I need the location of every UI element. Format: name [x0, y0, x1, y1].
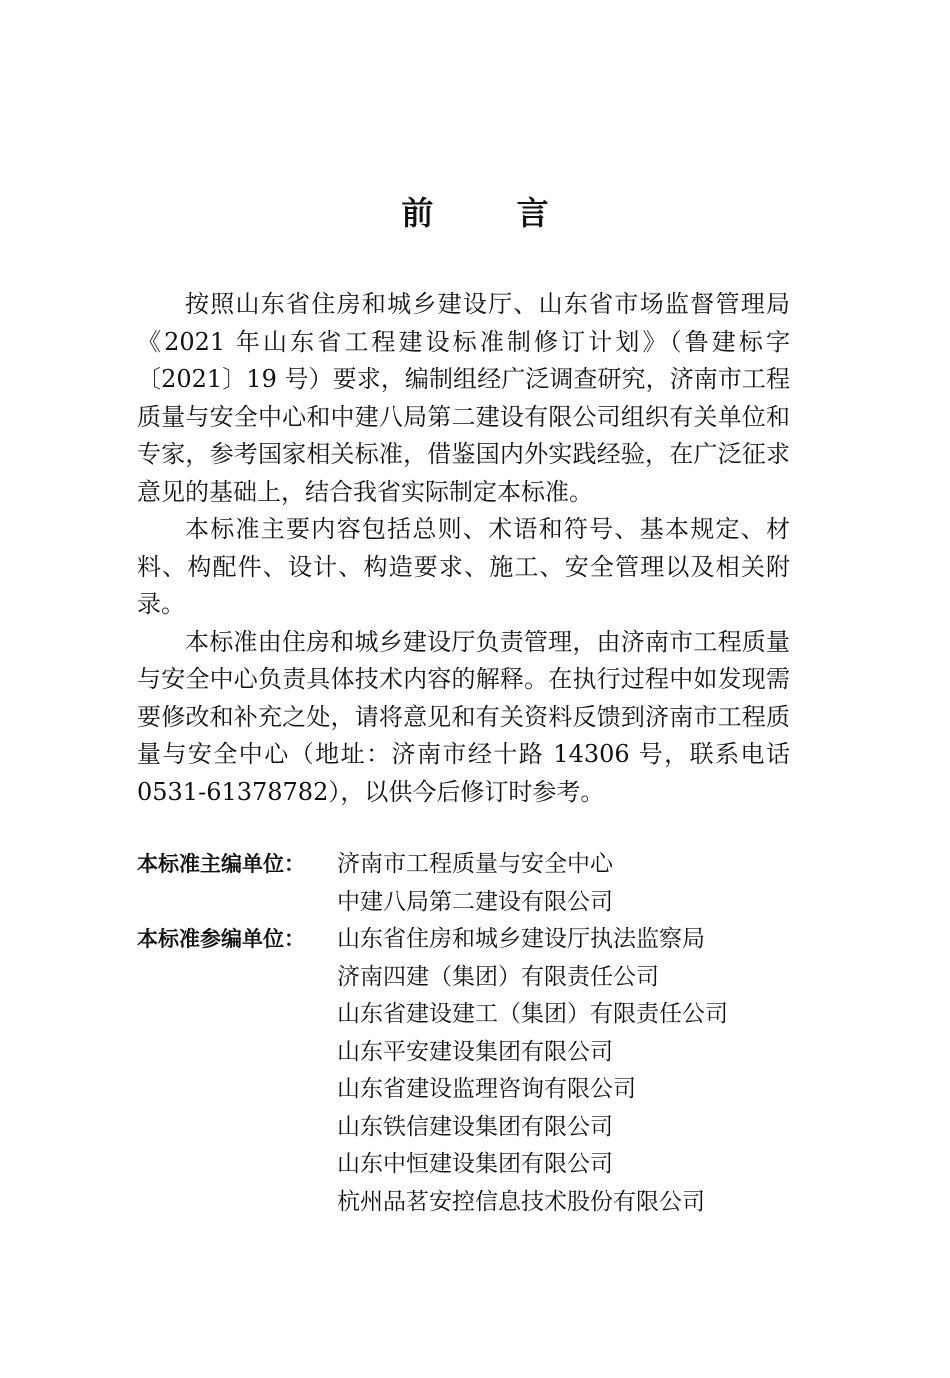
participating-units-group — [137, 921, 817, 1221]
editing-units — [137, 846, 817, 1221]
chief-units-label: 本标准主编单位： — [137, 852, 305, 876]
participating-units-list — [337, 921, 728, 1221]
participating-unit-item: 山东省建设建工（集团）有限责任公司 — [337, 1001, 728, 1027]
chief-unit-item: 中建八局第二建设有限公司 — [337, 888, 613, 915]
chief-units-group — [137, 846, 817, 921]
paragraph-3: 本标准由住房和城乡建设厅负责管理，由济南市工程质量与安全中心负责具体技术内容的解释。在执行过程中如发现需要修改和补充之处，请将意见和有关资料反馈到济南市工程质量与安全中心（地址：济南市经十路 14306 号，联系电话 0531-61378782），以供今后修订时参考。 — [137, 627, 790, 806]
chief-unit-item: 济南市工程质量与安全中心 — [337, 851, 613, 877]
paragraph-2: 本标准主要内容包括总则、术语和符号、基本规定、材料、构配件、设计、构造要求、施工、安全管理以及相关附录。 — [137, 515, 790, 618]
participating-unit-item: 山东省住房和城乡建设厅执法监察局 — [337, 926, 705, 952]
preface-body — [137, 286, 790, 811]
participating-units-label: 本标准参编单位： — [137, 927, 305, 951]
participating-unit-item: 山东省建设监理咨询有限公司 — [337, 1076, 636, 1102]
participating-unit-item: 山东平安建设集团有限公司 — [337, 1038, 613, 1065]
participating-unit-item: 山东铁信建设集团有限公司 — [337, 1113, 613, 1140]
paragraph-1: 按照山东省住房和城乡建设厅、山东省市场监督管理局《2021 年山东省工程建设标准制修订计划》（鲁建标字〔2021〕19 号）要求，编制组经广泛调查研究，济南市工程质量与安全中心和中建八局第二建设有限公司组织有关单位和专家，参考国家相关标准，借鉴国内外实践经验，在广泛征求意见的基础上，结合我省实际制定本标准。 — [137, 290, 790, 506]
chief-units-list — [337, 846, 613, 921]
page-title: 前 言 — [401, 194, 585, 232]
participating-unit-item: 杭州品茗安控信息技术股份有限公司 — [337, 1188, 705, 1215]
participating-unit-item: 山东中恒建设集团有限公司 — [337, 1151, 613, 1177]
participating-unit-item: 济南四建（集团）有限责任公司 — [337, 963, 659, 990]
